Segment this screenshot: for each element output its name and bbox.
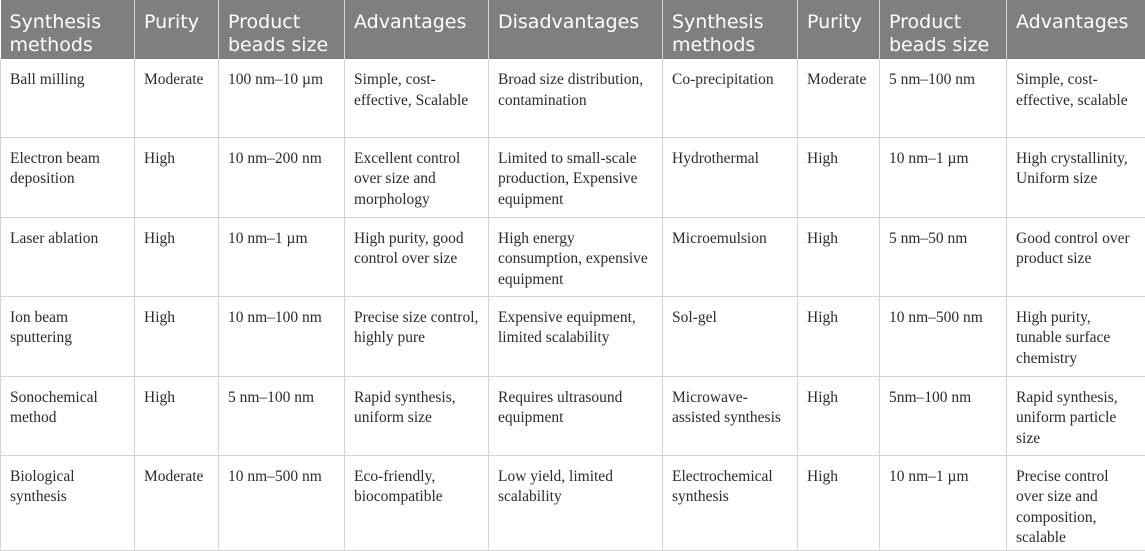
table-cell: 10 nm–1 µm bbox=[880, 455, 1007, 550]
table-cell: Requires ultrasound equipment bbox=[489, 376, 663, 455]
table-cell: Expensive equipment, limited scalability bbox=[489, 296, 663, 376]
table-cell: High bbox=[135, 137, 219, 217]
header-product-beads-size: Product beads size bbox=[219, 0, 345, 59]
table-cell: Electrochemical synthesis bbox=[663, 455, 798, 550]
header-disadvantages: Disadvantages bbox=[489, 0, 663, 59]
header-purity: Purity bbox=[135, 0, 219, 59]
table-cell: Moderate bbox=[135, 59, 219, 137]
table-cell: High bbox=[135, 296, 219, 376]
table-cell: High bbox=[135, 376, 219, 455]
header-synthesis-methods: Synthesis methods bbox=[1, 0, 135, 59]
table-cell: 10 nm–500 nm bbox=[880, 296, 1007, 376]
table-cell: 5 nm–100 nm bbox=[880, 59, 1007, 137]
table-cell: 100 nm–10 µm bbox=[219, 59, 345, 137]
table-row bbox=[1, 59, 1145, 137]
table-row bbox=[1, 296, 1145, 376]
table-cell: High bbox=[798, 376, 880, 455]
header-product-beads-size-2: Product beads size bbox=[880, 0, 1007, 59]
table-cell: Biological synthesis bbox=[1, 455, 135, 550]
table-cell: Ion beam sputtering bbox=[1, 296, 135, 376]
table-cell: Moderate bbox=[135, 455, 219, 550]
table-cell: Simple, cost-effective, scalable bbox=[1007, 59, 1145, 137]
table-cell: High crystallinity, Uniform size bbox=[1007, 137, 1145, 217]
table-cell: Microemulsion bbox=[663, 217, 798, 296]
table-cell: Limited to small-scale production, Expensive equipment bbox=[489, 137, 663, 217]
table-row bbox=[1, 376, 1145, 455]
table-cell: Hydrothermal bbox=[663, 137, 798, 217]
table-cell: Sonochemical method bbox=[1, 376, 135, 455]
table-cell: Sol-gel bbox=[663, 296, 798, 376]
table-cell: High bbox=[798, 296, 880, 376]
table-cell: Low yield, limited scalability bbox=[489, 455, 663, 550]
table-cell: Rapid synthesis, uniform size bbox=[345, 376, 489, 455]
table-cell: Moderate bbox=[798, 59, 880, 137]
table-cell: Ball milling bbox=[1, 59, 135, 137]
table-cell: High purity, good control over size bbox=[345, 217, 489, 296]
table-row bbox=[1, 137, 1145, 217]
table-cell: High bbox=[798, 137, 880, 217]
table-cell: High bbox=[798, 217, 880, 296]
table-cell: Broad size distribution, contamination bbox=[489, 59, 663, 137]
table-cell: Excellent control over size and morphology bbox=[345, 137, 489, 217]
table-cell: High bbox=[798, 455, 880, 550]
table-cell: 5 nm–50 nm bbox=[880, 217, 1007, 296]
table-cell: 5 nm–100 nm bbox=[219, 376, 345, 455]
table-cell: Rapid synthesis, uniform particle size bbox=[1007, 376, 1145, 455]
table-cell: 10 nm–100 nm bbox=[219, 296, 345, 376]
header-row bbox=[1, 0, 1145, 59]
table-cell: High bbox=[135, 217, 219, 296]
table-cell: Laser ablation bbox=[1, 217, 135, 296]
table-cell: Simple, cost-effective, Scalable bbox=[345, 59, 489, 137]
table-cell: Eco-friendly, biocompatible bbox=[345, 455, 489, 550]
header-advantages-2: Advantages bbox=[1007, 0, 1145, 59]
table-cell: 10 nm–200 nm bbox=[219, 137, 345, 217]
table-cell: Precise control over size and composition, scalable bbox=[1007, 455, 1145, 550]
table-cell: High purity, tunable surface chemistry bbox=[1007, 296, 1145, 376]
table-cell: High energy consumption, expensive equipment bbox=[489, 217, 663, 296]
table-cell: Co-precipitation bbox=[663, 59, 798, 137]
table-cell: Good control over product size bbox=[1007, 217, 1145, 296]
table-row bbox=[1, 455, 1145, 550]
table-cell: 5nm–100 nm bbox=[880, 376, 1007, 455]
table-cell: Electron beam deposition bbox=[1, 137, 135, 217]
table-row bbox=[1, 217, 1145, 296]
table-cell: Precise size control, highly pure bbox=[345, 296, 489, 376]
table-cell: 10 nm–1 µm bbox=[880, 137, 1007, 217]
header-synthesis-methods-2: Synthesis methods bbox=[663, 0, 798, 59]
table-cell: 10 nm–500 nm bbox=[219, 455, 345, 550]
table-cell: Microwave-assisted synthesis bbox=[663, 376, 798, 455]
header-advantages: Advantages bbox=[345, 0, 489, 59]
table-cell: 10 nm–1 µm bbox=[219, 217, 345, 296]
header-purity-2: Purity bbox=[798, 0, 880, 59]
